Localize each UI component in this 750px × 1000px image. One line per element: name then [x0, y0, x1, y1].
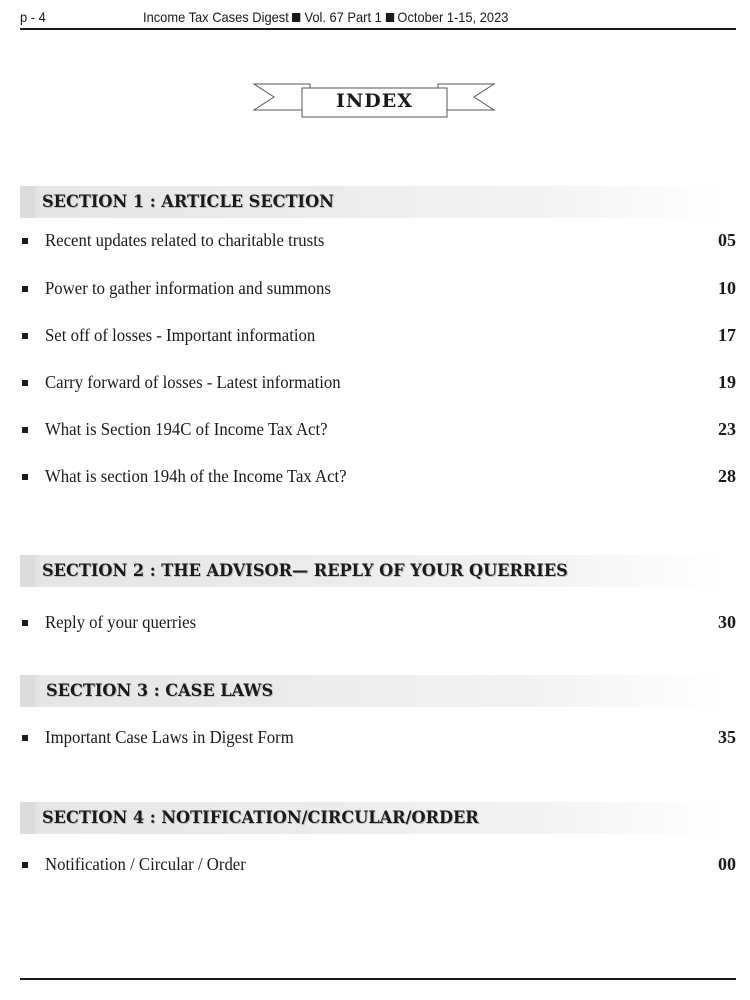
footer-rule — [20, 978, 736, 980]
entry-title: Set off of losses - Important information — [45, 325, 316, 345]
section-1-header — [20, 186, 720, 218]
bullet-icon — [22, 333, 28, 339]
entry-page: 19 — [718, 372, 736, 392]
bullet-icon — [22, 735, 28, 741]
section-4-header — [20, 802, 720, 834]
entry-title: What is Section 194C of Income Tax Act? — [45, 419, 328, 439]
bullet-icon — [22, 238, 28, 244]
section-title: SECTION 1 : ARTICLE SECTION — [42, 192, 334, 212]
section-3-header — [20, 675, 720, 707]
entry-title: Recent updates related to charitable trusts — [45, 230, 325, 250]
publication-line — [143, 9, 508, 25]
index-entry[interactable] — [20, 726, 736, 750]
entry-page: 05 — [718, 230, 736, 250]
index-entry[interactable] — [20, 418, 736, 442]
bullet-icon — [22, 862, 28, 868]
entry-page: 30 — [718, 612, 736, 632]
index-entry[interactable] — [20, 611, 736, 635]
index-entry[interactable] — [20, 277, 736, 301]
entry-page: 23 — [718, 419, 736, 439]
entry-page: 10 — [718, 278, 736, 298]
square-separator-icon — [385, 13, 393, 22]
entry-title: Important Case Laws in Digest Form — [45, 727, 294, 747]
bullet-icon — [22, 474, 28, 480]
running-header — [20, 6, 736, 30]
entry-title: Reply of your querries — [45, 612, 197, 632]
index-title: INDEX — [336, 90, 413, 112]
index-entry[interactable] — [20, 371, 736, 395]
entry-page: 17 — [718, 325, 736, 345]
section-title: SECTION 3 : CASE LAWS — [46, 681, 274, 701]
issue-date: October 1-15, 2023 — [397, 9, 509, 25]
bullet-icon — [22, 380, 28, 386]
entry-title: What is section 194h of the Income Tax Act? — [45, 466, 347, 486]
entry-page: 00 — [718, 854, 736, 874]
index-entry[interactable] — [20, 324, 736, 348]
index-entry[interactable] — [20, 229, 736, 253]
index-entry[interactable] — [20, 465, 736, 489]
index-banner — [252, 80, 496, 120]
entry-title: Notification / Circular / Order — [45, 854, 246, 874]
section-title: SECTION 2 : THE ADVISOR— REPLY OF YOUR QUERRIES — [42, 561, 568, 581]
section-title: SECTION 4 : NOTIFICATION/CIRCULAR/ORDER — [42, 808, 479, 828]
entry-title: Carry forward of losses - Latest information — [45, 372, 341, 392]
entry-page: 35 — [718, 727, 736, 747]
entry-page: 28 — [718, 466, 736, 486]
index-entry[interactable] — [20, 853, 736, 877]
bullet-icon — [22, 620, 28, 626]
publication-name: Income Tax Cases Digest — [143, 9, 289, 25]
bullet-icon — [22, 427, 28, 433]
square-separator-icon — [292, 13, 300, 22]
volume-info: Vol. 67 Part 1 — [304, 9, 382, 25]
page-number: p - 4 — [20, 9, 46, 25]
bullet-icon — [22, 286, 28, 292]
section-2-header — [20, 555, 720, 587]
entry-title: Power to gather information and summons — [45, 278, 331, 298]
